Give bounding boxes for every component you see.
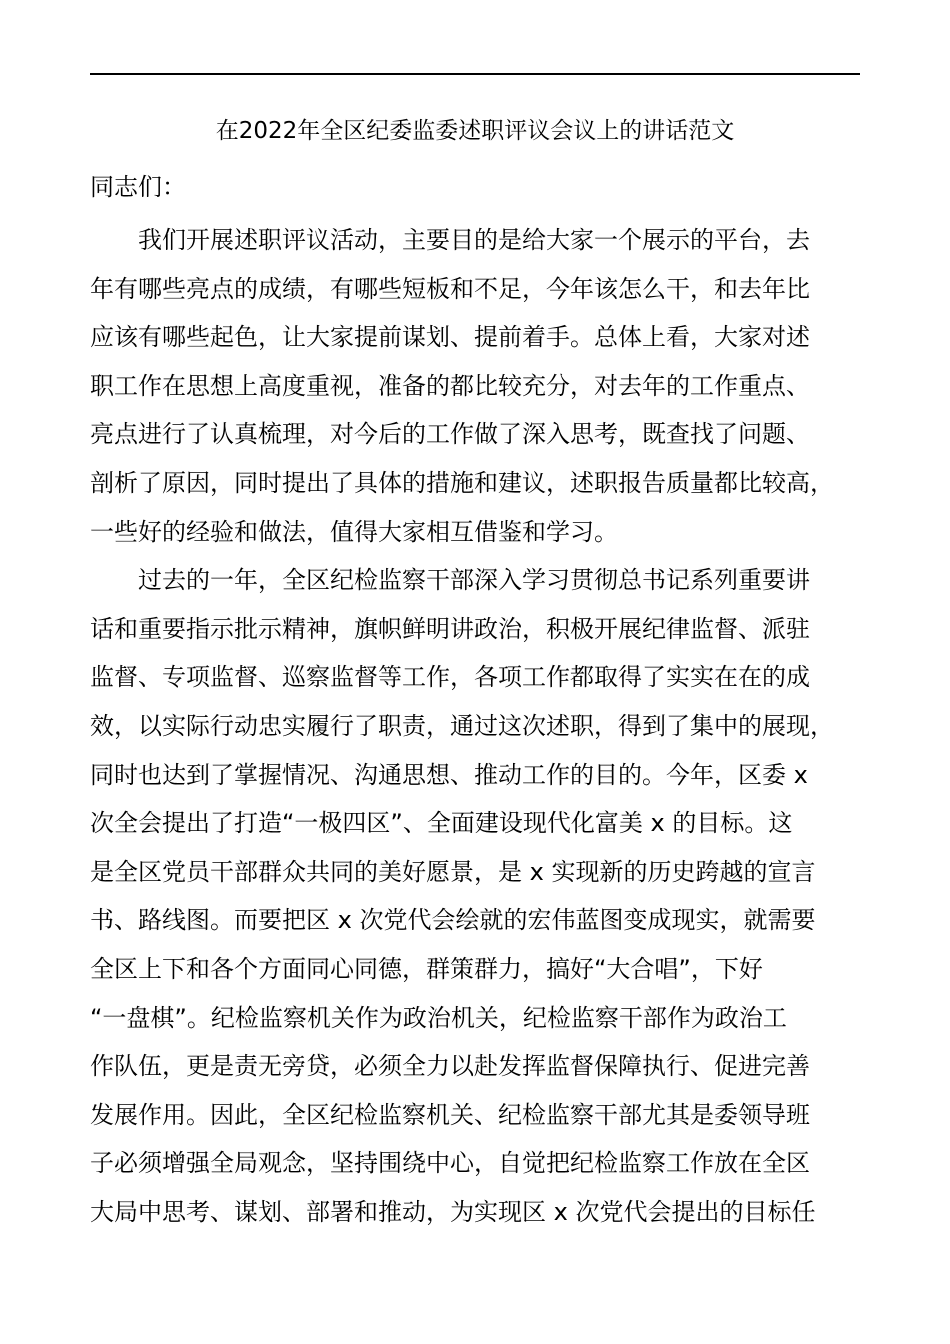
paragraph-2-line-3: 监督、专项监督、巡察监督等工作，各项工作都取得了实实在在的成 (90, 663, 810, 692)
paragraph-2-line-9: 全区上下和各个方面同心同德，群策群力，搞好“大合唱”，下好 (90, 954, 763, 983)
paragraph-2-line-12: 发展作用。因此，全区纪检监察机关、纪检监察干部尤其是委领导班 (90, 1100, 810, 1129)
paragraph-2-line-6: 次全会提出了打造“一极四区”、全面建设现代化富美 x 的目标。这 (90, 809, 793, 838)
paragraph-1-line-4: 职工作在思想上高度重视，准备的都比较充分，对去年的工作重点、 (90, 371, 810, 400)
paragraph-1-line-6: 剖析了原因，同时提出了具体的措施和建议，述职报告质量都比较高， (90, 468, 834, 497)
salutation: 同志们： (90, 173, 186, 201)
paragraph-2-line-4: 效，以实际行动忠实履行了职责，通过这次述职，得到了集中的展现， (90, 711, 834, 740)
paragraph-2-line-14: 大局中思考、谋划、部署和推动，为实现区 x 次党代会提出的目标任 (90, 1197, 816, 1226)
paragraph-2-line-1: 过去的一年，全区纪检监察干部深入学习贯彻总书记系列重要讲 (138, 566, 810, 595)
paragraph-2-line-7: 是全区党员干部群众共同的美好愿景，是 x 实现新的历史跨越的宣言 (90, 857, 816, 886)
paragraph-1-line-2: 年有哪些亮点的成绩，有哪些短板和不足，今年该怎么干，和去年比 (90, 274, 810, 303)
paragraph-1-line-3: 应该有哪些起色，让大家提前谋划、提前着手。总体上看，大家对述 (90, 323, 810, 352)
paragraph-1-line-1: 我们开展述职评议活动，主要目的是给大家一个展示的平台，去 (138, 226, 810, 254)
header-rule (90, 73, 860, 75)
paragraph-2-line-11: 作队伍，更是责无旁贷，必须全力以赴发挥监督保障执行、促进完善 (90, 1052, 810, 1081)
paragraph-2-line-5: 同时也达到了掌握情况、沟通思想、推动工作的目的。今年，区委 x (90, 760, 808, 789)
paragraph-2-line-8: 书、路线图。而要把区 x 次党代会绘就的宏伟蓝图变成现实，就需要 (90, 906, 816, 935)
paragraph-1-line-7: 一些好的经验和做法，值得大家相互借鉴和学习。 (90, 517, 618, 546)
paragraph-2-line-10: “一盘棋”。纪检监察机关作为政治机关，纪检监察干部作为政治工 (90, 1003, 787, 1032)
document-body (90, 216, 862, 1236)
paragraph-1-line-5: 亮点进行了认真梳理，对今后的工作做了深入思考，既查找了问题、 (90, 420, 810, 449)
document-title: 在2022年全区纪委监委述职评议会议上的讲话范文 (215, 118, 735, 144)
paragraph-2-line-13: 子必须增强全局观念，坚持围绕中心，自觉把纪检监察工作放在全区 (90, 1149, 810, 1178)
paragraph-2-line-2: 话和重要指示批示精神，旗帜鲜明讲政治，积极开展纪律监督、派驻 (90, 614, 810, 643)
